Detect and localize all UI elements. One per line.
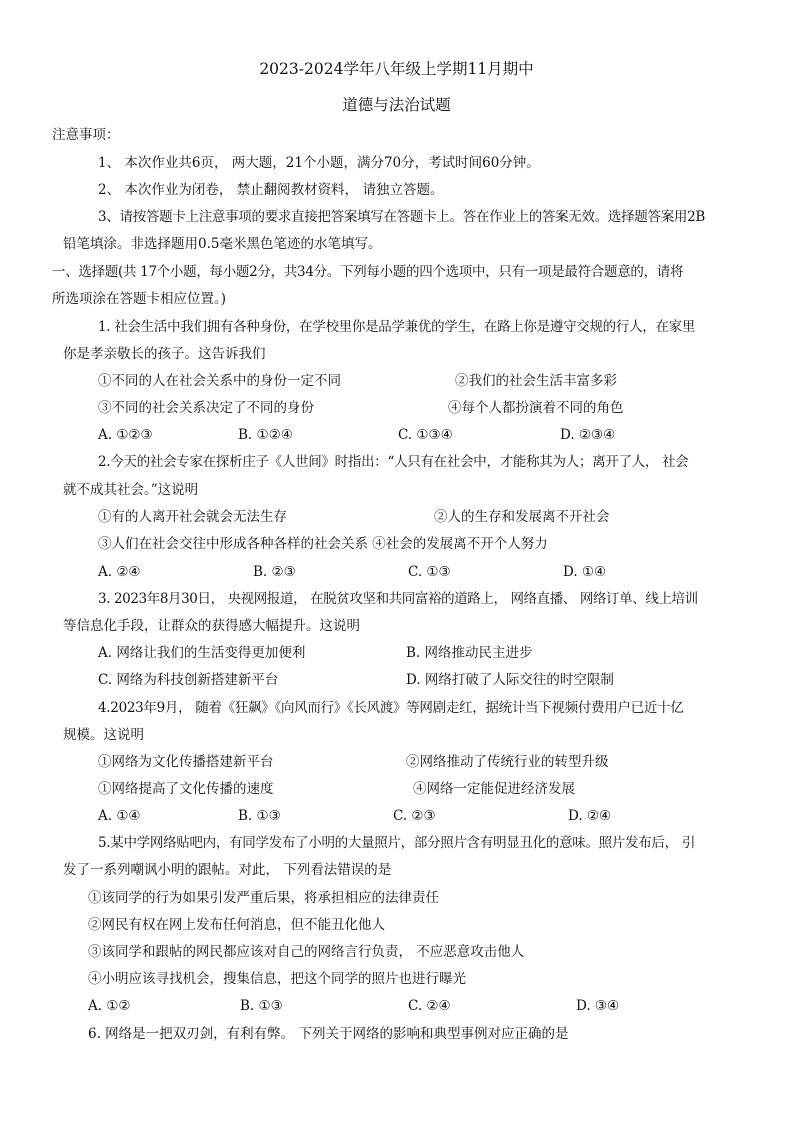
- exam-title: 2023-2024学年八年级上学期11月期中: [259, 60, 534, 78]
- q5-statement-2: ②网民有权在网上发布任何消息，但不能丑化他人: [88, 917, 385, 933]
- q4-stem-line-1: 4.2023年9月， 随着《狂飙》《向风而行》《长风渡》等网剧走红，据统计当下视频付费用户已近十亿: [98, 700, 684, 716]
- q5-stem-line-2: 发了一系列嘲讽小明的跟帖。对此， 下列看法错误的是: [63, 862, 392, 878]
- q1-statement-1: ①不同的人在社会关系中的身份一定不同: [98, 373, 341, 389]
- q1-option-b[interactable]: B. ①②④: [238, 427, 293, 443]
- q5-option-a[interactable]: A. ①②: [88, 998, 131, 1014]
- q6-stem-line-1: 6. 网络是一把双刃剑，有利有弊。 下列关于网络的影响和典型事例对应正确的是: [88, 1026, 569, 1042]
- q4-stem-line-2: 规模。这说明: [63, 727, 144, 743]
- q4-statement-4: ④网络一定能促进经济发展: [413, 781, 575, 797]
- q3-stem-line-2: 等信息化手段，让群众的获得感大幅提升。这说明: [63, 618, 360, 634]
- q4-option-a[interactable]: A. ①④: [98, 808, 141, 824]
- q4-option-c[interactable]: C. ②③: [393, 808, 436, 824]
- q5-statement-4: ④小明应该寻找机会，搜集信息，把这个同学的照片也进行曝光: [88, 971, 466, 987]
- q5-option-c[interactable]: C. ②④: [408, 998, 451, 1014]
- q3-option-c[interactable]: C. 网络为科技创新搭建新平台: [98, 672, 279, 688]
- q3-option-a[interactable]: A. 网络让我们的生活变得更加便利: [98, 645, 306, 661]
- q5-statement-1: ①该同学的行为如果引发严重后果，将承担相应的法律责任: [88, 890, 439, 906]
- q5-statement-3: ③该同学和跟帖的网民都应该对自己的网络言行负责， 不应恶意攻击他人: [88, 944, 525, 960]
- q1-stem-line-2: 你是孝亲敬长的孩子。这告诉我们: [63, 346, 266, 362]
- q2-option-d[interactable]: D. ①④: [563, 564, 607, 580]
- section-heading-line-1: 一、选择题(共 17个小题，每小题2分，共34分。下列每小题的四个选项中，只有一项是最符合题意的，请将: [52, 264, 684, 280]
- q3-stem-line-1: 3. 2023年8月30日， 央视网报道， 在脱贫攻坚和共同富裕的道路上， 网络直播、 网络订单、线上培训: [98, 591, 698, 607]
- q2-options: [98, 563, 606, 581]
- q2-statement-3-4: ③人们在社会交往中形成各种各样的社会关系 ④社会的发展离不开个人努力: [98, 536, 548, 552]
- q2-statement-1: ①有的人离开社会就会无法生存: [98, 509, 287, 525]
- q1-statement-4: ④每个人都扮演着不同的角色: [448, 400, 624, 416]
- q2-stem-line-1: 2.今天的社会专家在探析庄子《人世间》时指出：“人只有在社会中，才能称其为人；离开了人， 社会: [98, 454, 689, 470]
- notice-item-3-line-1: 3、请按答题卡上注意事项的要求直接把答案填写在答题卡上。答在作业上的答案无效。选择题答案用2B: [98, 209, 705, 225]
- q5-option-d[interactable]: D. ③④: [576, 998, 620, 1014]
- section-heading-line-2: 所选项涂在答题卡相应位置。): [52, 291, 227, 307]
- q1-options: [98, 426, 615, 444]
- q1-statement-3: ③不同的社会关系决定了不同的身份: [98, 400, 314, 416]
- q3-option-d[interactable]: D. 网络打破了人际交往的时空限制: [406, 672, 614, 688]
- q4-options: [98, 807, 611, 825]
- q5-options: [88, 997, 619, 1015]
- q3-option-b[interactable]: B. 网络推动民主进步: [406, 645, 533, 661]
- q1-option-d[interactable]: D. ②③④: [560, 427, 616, 443]
- q2-option-b[interactable]: B. ②③: [253, 564, 296, 580]
- notice-item-3-line-2: 铅笔填涂。非选择题用0.5毫米黑色笔迹的水笔填写。: [63, 236, 382, 252]
- q2-statement-2: ②人的生存和发展离不开社会: [434, 509, 610, 525]
- q4-option-b[interactable]: B. ①③: [238, 808, 281, 824]
- q1-option-a[interactable]: A. ①②③: [98, 427, 153, 443]
- q2-option-a[interactable]: A. ②④: [98, 564, 141, 580]
- notice-item-1: 1、 本次作业共6页， 两大题，21个小题，满分70分，考试时间60分钟。: [98, 155, 540, 171]
- exam-subtitle: 道德与法治试题: [342, 96, 451, 114]
- q2-option-c[interactable]: C. ①③: [408, 564, 451, 580]
- notice-label: 注意事项：: [52, 127, 120, 143]
- q4-statement-2: ②网络推动了传统行业的转型升级: [406, 754, 609, 770]
- q4-statement-3: ①网络提高了文化传播的速度: [98, 781, 274, 797]
- q1-option-c[interactable]: C. ①③④: [398, 427, 453, 443]
- q2-stem-line-2: 就不成其社会。”这说明: [63, 482, 199, 498]
- q5-option-b[interactable]: B. ①③: [240, 998, 283, 1014]
- q1-statement-2: ②我们的社会生活丰富多彩: [455, 373, 617, 389]
- q4-statement-1: ①网络为文化传播搭建新平台: [98, 754, 274, 770]
- notice-item-2: 2、 本次作业为闭卷， 禁止翻阅教材资料， 请独立答题。: [98, 182, 444, 198]
- q4-option-d[interactable]: D. ②④: [568, 808, 612, 824]
- q5-stem-line-1: 5.某中学网络贴吧内，有同学发布了小明的大量照片，部分照片含有明显丑化的意味。照片发布后， 引: [98, 835, 696, 851]
- q1-stem-line-1: 1. 社会生活中我们拥有各种身份，在学校里你是品学兼优的学生，在路上你是遵守交规的行人，在家里: [98, 319, 696, 335]
